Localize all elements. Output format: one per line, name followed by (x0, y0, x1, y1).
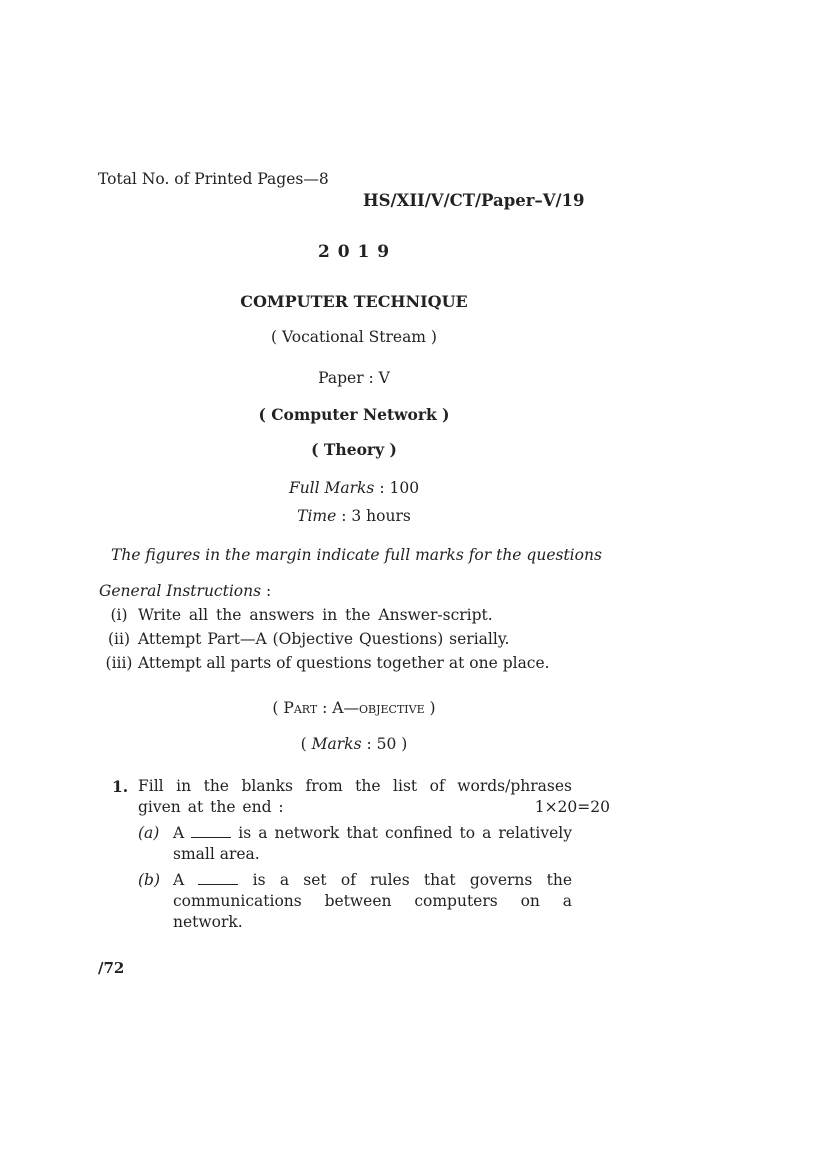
instruction-item (100, 654, 550, 672)
objective-word: objective (358, 699, 425, 717)
time-label: Time (297, 507, 337, 525)
part-marks-label: Marks (311, 735, 362, 753)
full-marks-label: Full Marks (288, 479, 375, 497)
instruction-number: (i) (110, 606, 128, 624)
sub-question-text (173, 823, 572, 865)
instructions-heading (99, 582, 271, 600)
sub-question-post: is a network that confined to a relatively small area. (173, 824, 572, 863)
fill-blank (198, 872, 238, 885)
sub-question-a (138, 823, 572, 865)
sub-question-pre: A (173, 871, 199, 889)
part-separator: : A— (317, 699, 359, 717)
instruction-number: (iii) (105, 654, 133, 672)
sub-question-text (173, 870, 572, 933)
time-value: : 3 hours (336, 507, 411, 525)
sub-question-b (138, 870, 572, 933)
question-marks: 1×20=20 (534, 798, 610, 816)
instruction-text: Write all the answers in the Answer-script. (138, 606, 493, 624)
full-marks-value: : 100 (374, 479, 420, 497)
sub-question-label: (a) (138, 824, 160, 842)
question-line-2 (138, 797, 610, 818)
instruction-text: Attempt Part—A (Objective Questions) serially. (138, 630, 510, 648)
instructions-heading-colon: : (261, 582, 272, 600)
question-line-1: Fill in the blanks from the list of words/phrases (138, 777, 572, 795)
part-marks-open: ( (300, 735, 312, 753)
instructions-heading-text: General Instructions (99, 582, 262, 600)
margin-note: The figures in the margin indicate full marks for the questions (111, 546, 602, 564)
instruction-text: Attempt all parts of questions together at one place. (138, 654, 550, 672)
sub-question-pre: A (173, 824, 192, 842)
page-footer-code: /72 (98, 959, 125, 977)
fill-blank (191, 825, 231, 838)
printed-pages: Total No. of Printed Pages—8 (98, 170, 329, 188)
full-marks (204, 479, 504, 497)
paper-name: ( Computer Network ) (258, 405, 450, 424)
time-allowed (204, 507, 504, 525)
question-text (138, 776, 610, 818)
part-marks-value: : 50 ) (361, 735, 408, 753)
exam-year: 2 0 1 9 (317, 242, 391, 262)
sub-question-label: (b) (138, 871, 161, 889)
instruction-number: (ii) (107, 630, 130, 648)
instruction-item (100, 630, 509, 648)
paper-code: HS/XII/V/CT/Paper–V/19 (363, 191, 585, 210)
question-line-2-text: given at the end : (138, 798, 284, 816)
part-word: Part (283, 699, 318, 717)
part-open: ( (272, 699, 284, 717)
part-close: ) (424, 699, 436, 717)
instruction-item (100, 606, 493, 624)
sub-question-post: is a set of rules that governs the communications between computers on a network. (173, 871, 572, 931)
paper-type: ( Theory ) (311, 440, 397, 459)
question-number: 1. (112, 777, 129, 796)
part-heading (204, 699, 504, 717)
stream-subtitle: ( Vocational Stream ) (271, 328, 437, 346)
paper-number: Paper : V (318, 369, 390, 387)
subject-title: COMPUTER TECHNIQUE (240, 292, 468, 311)
part-marks (204, 735, 504, 753)
